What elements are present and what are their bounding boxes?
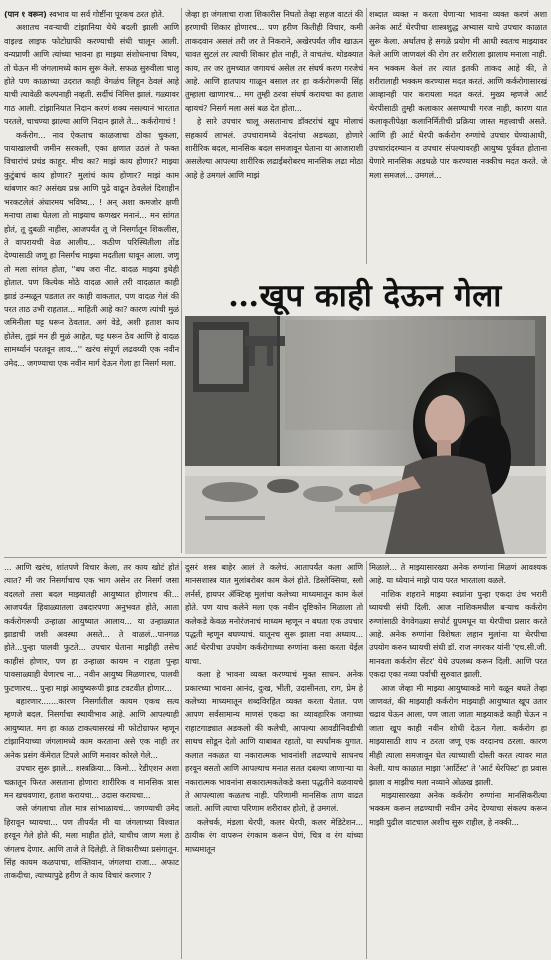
- article-headline: …खूप काही देऊन गेला: [228, 278, 502, 314]
- paragraph: कला हे भावना व्यक्त करण्याचं मुक्त साधन. अनेक प्रकारच्या भावना आनंद, दुःख, भीती, उदासीनता, राग, प्रेम हे कलेच्या माध्यमातून शब्दविरहित व्यक्त करता येतात. पण आपण सर्वसामान्य माणसं एकदा का व्यावहारिक जगाच्या राहाटगाड्यात अडकलो की कलेची, आपल्या आवडीनिवडीची साथच सोडून देतो आणि याबाबत रहातो, या स्पर्धांमक युगात. कलात नकळत या नकारात्मक भावनांशी लढण्याचे साधनच हरवून बसतो आणि आपल्याच मनात सतत दबल्या जाणाऱ्या या नकारात्मक भावनांना सकारात्मकतेकडे कसा पद्धतीने वळवायचे ते आपल्याला कळतच नाही. परिणामी मानसिक ताण वाढत जातो. आणि त्याचा परिणाम शरीरावर होतो, हे उमगलं.: [185, 669, 363, 814]
- paragraph: अशातच नवऱ्याची टांझानिया येथे बदली झाली आणि वाइल्ड लाइफ फोटोग्राफी करण्याची संधी चालून आली. वन्यप्राणी आणि त्यांच्या भावना हा माझ्या संशोधनाचा विषय, तो घेऊन मी जंगलामध्ये काम सुरू केले. सफळ सुरुवीला चालू होते पण काळाच्या उदरात काही वेगळंच लिहून ठेवलं आहे याची त्यावेळी कल्पनाही नव्हती. सर्दीचं निमित्त झालं. गळ्यावर गाठ आली. टांझानियात निदान करणं शक्य नसल्यानं भारतात परतले, चाचण्या झाल्या आणि निदान झाले ते... कर्करोगाचं !: [4, 22, 179, 127]
- column-3-top: [369, 8, 547, 264]
- paragraph: बहारणार.......कारण निसर्गातील कायम एकच सत्य म्हणजे बदल. निसर्गाचा स्थायीभाव आहे. आणि आपल्याही आयुष्यात. मग हा काळ टाकत्यासरखं मी फोटोग्राफर म्हणून टांझानियाच्या जंगलामध्ये काम करताना असे एक नाही तर अनेक प्रसंग कॅमेरात टिपले आणि मनावर कोरले गेले...: [4, 696, 179, 760]
- paragraph: दुसरं शस्त्र बाहेर आलं ते कलेचं. आतापर्यंत कला आणि मानसशास्त्र यात मुलांबरोबर काम केलं होते. डिस्लेक्सिया, स्लो लर्नर्स, हायपर ॲक्टिव्ह मुलांचा कलेच्या माध्यमातून काम केलं होते. पण याच कलेने मला एक नवीन दृष्टिकोन मिळाला तो कलेकडे केवळ मनोरंजनाचं माध्यम म्हणून न बघता एक उपचार पद्धती म्हणून बघण्याचं. यातूनच सुरू झाला नवा अध्याय... आर्ट थेरपीचा उपयोग कर्करोगाच्या रुग्णांना कसा करता येईल याचा.: [185, 562, 363, 666]
- paragraph: जसे जंगलाचा तोल मात्र सांभाळायचं... जगण्याची उमेद हिरावून घ्यायचा... पण तीपर्यंत मी या जंगलाच्या विश्वात हरवून गेले होते की, मला माहीत होते, याचीच जाण मला हे जंगलच देणार. आणि ताजे ते दिलेही. ते शिकारीच्या प्रसंगातून. सिंह कायम कळपाचा, शक्तिवान, जंगलचा राजा... अफाट ताकदीचा, त्याच्यापुढे हरीण ते काय विचारं करणार ?: [4, 803, 179, 881]
- paragraph: कलेचर्क, मंडला थेरपी, कलर थेरपी, कलर मेडिटेशन... ठायीक रंग वापरून रंगकाम करून घेणं, चित्र व रंग यांच्या माध्यमातून: [185, 816, 363, 854]
- column-1-top: [4, 8, 179, 552]
- paragraph: कर्करोग... नाव ऐकताच काळजाचा ठोका चुकला, पायाखालची जमीन सरकली, एका क्षणात उठलं ते फक्त विचारांचं प्रचंड काहूर. मीच का? माझं काय होणार? माझ्या कुटुंबाचं काय होणार? मुलांचं काय होणार? माझं काम थांबणार का? असंख्य प्रश्न आणि पुढे वाढून ठेवलेलं दिशाहीन भरकटलेलं अंधारमय भविष्य... ! अन् अशा कमजोर क्षणी मनाचा ताबा घेतला तो माझ्याच कणखर मनानं... मन सांगत होतं, तू दुबळी नाहीस, आजपर्यंत तू जे निसर्गातून शिकलीस, ते वापरायची वेळ आलीय... कठीण परिस्थितीला तोंड देण्यासाठी जणू हा निसर्गच माझ्या मदतीला धावून आला. जणू तो मला सांगत होता, ''बघ जरा नीट. वादळ माझ्या इथेही होतात. पण कित्येक मोठे वादळ आले तरी वादळात काही झाडं उन्मळून पडतात तर काही वाकतात, पण वादळ गेलं की परत ताठ उभी राहतात... माहिती आहे का? कारण त्यांची मुळं जमिनीला घट्ट धरून ठेवतात. अगं वेडे, अशी हताश काय होतेस, तुझं मन ही मुळं आहेत, घट्ट धरून ठेव आणि हे वादळ सामर्थ्यानं परतवून लाव...'' खरंच संपूर्ण लढवय्यी एक नवीन उमेद... जगण्याचा एक नवीन मार्ग देऊन गेला हा निसर्ग मला.: [4, 129, 179, 368]
- paragraph: मिळाले... ते माझ्यासारख्या अनेक रुग्णांना मिळणं आवश्यक आहे. या ध्येयानं माझे पाय परत भारताला वळले.: [369, 562, 547, 586]
- column-2-bottom: [185, 561, 363, 959]
- paragraph: उपचार सुरू झाले... शस्त्रक्रिया... किमो... रेडीएशन अशा चक्रातून फिरत असताना होणारा शारीरिक व मानसिक त्रास मन खचवणारा, हताश करायचा... उदास करायचा...: [4, 763, 179, 800]
- column-divider: [181, 8, 182, 553]
- paragraph: जेव्हा हा जंगलाचा राजा शिकारीस निघतो तेव्हा सहज वाटतं की हरणाची शिकार होणारच... पण हरीण कितीही विचार, कमी ताकदवान असलं तरी जर ते निकराने, अखेरपर्यंत जीव खाऊन धावत सुटलं तर त्याची शिकार होत नाही, ते वाचतंच. थोडक्यात काय, तर जर तुमच्यात जगायचं असेल तर संघर्ष करण गरजेचं आहे. आणि हातपाय गाळून बसाल तर हा कर्करोगरूपी सिंह तुम्हाला खाणारच... मग तुम्ही ठरवा संघर्ष करायचा का हताश व्हायचं? निसर्ग मला असं बळ देत होता...: [185, 9, 363, 113]
- column-2-top: [185, 8, 363, 264]
- section-divider: [4, 557, 547, 558]
- paragraph: हे सारे उपचार चालू असतानाच डॉक्टरांचं खूप मोलाचं सहकार्य लाभलं. उपचारामध्ये वेदनांचा अडथळा, होणारे शारीरिक बदल, मानसिक बदल समजावून घेताना या आजाराशी असलेल्या आपल्या शारीरिक लढाईबरोबरच मानसिक लढा मोठा आहे हे उमगलं आणि माझं: [185, 116, 363, 180]
- paragraph: ... आणि खरंच, शांतपणे विचार केला, तर काय खोटं होतं त्यात? मी जर निसर्गाचाच एक भाग असेन तर निसर्ग जसा वदलतो तसा बदल माझ्यातही आयुष्यात होणारच की... आजपर्यंत हिवाळ्यातला उबदारपणा अनुभवत होते, आता कर्करोगरूपी उन्हाळा आयुष्यात आलाय... या उन्हाळ्यात झाडाची जशी अवस्था असते... ते वाळलं...पानगळ होते...पुन्हा पालवी फुटते... उपचार घेताना माझीही तसेच काहीसं होणार, पण हा उन्हाळा कायम न राहता पुन्हा पावसाळ्याही येणारच ना... नवीन आयुष्य मिळणारच, पालवी फुटणारच... पुन्हा माझं आयुष्यरूपी झाड टवटवीत होणार...: [4, 562, 179, 693]
- byline-tag: (पान १ वरून): [4, 9, 47, 19]
- column-1-bottom: [4, 561, 179, 959]
- paragraph: शब्दात व्यक्त न करता येणाऱ्या भावना व्यक्त करणं अशा अनेक आर्ट थेरपीचा शास्त्रशुद्ध अभ्यास याचे उपचार काळात सुरू केला. अर्थातच हे सगळे प्रयोग मी आधी स्वतःच माझ्यावर केले आणि जाणवलं की रोग तर शरीराला झालाय मनाला नाही. मन भक्कम केलं तर त्यात इतकी ताकद आहे की, ते शरीरालाही भक्कम करण्यास मदत करतं. आणि कर्करोगासारखं आव्हानही पार करायला मदत करतं. मुख्य म्हणजे आर्ट थेरपीसाठी तुम्ही कलाकार असण्याची गरज नाही, कारण यात कलाकृतीपेक्षा कलानिर्मितीची प्रक्रिया जास्त महत्त्वाची असते. आणि ही आर्ट थेरपी कर्करोग रुग्णांचे उपचार घेण्याआधी, उपचारांदरम्यान व उपचार संपल्यावरही आयुष्य पूर्ववत होताना येणारे मानसिक अडथळे पार करण्यास नक्कीच मदत करते. जे मला समजलं... उमगलं...: [369, 9, 547, 180]
- column-divider: [366, 561, 367, 959]
- paragraph: स्वभाव या सर्व गोष्टींना पूरकच ठरत होते.: [49, 9, 165, 19]
- artist-photo: [185, 316, 546, 554]
- paragraph: नाशिक शहराने माझ्या स्वप्नांना पुन्हा एकदा उंच भरारी घ्यायची संधी दिली. आज नाशिकमधील बऱ्याच कर्करोग रुग्णांसाठी वेगवेगळ्या सपोर्ट ग्रुपमधून या थेरपीचा प्रसार करते आहे. अनेक रुग्णांना विशेषतः लहान मुलांना या थेरपीचा उपयोग करुन घ्यायची संधी डॉ. राज नगरकर यांनी 'एच.सी.जी. मानवता कर्करोग सेंटर' येथे उपलब्ध करून दिली. आणि परत एकदा एका नव्या पर्वाची सुरुवात झाली.: [369, 588, 547, 680]
- paragraph: आज जेव्हा मी माझ्या आयुष्याकडे मागे वळून बघते तेव्हा जाणवतं, की माझ्याही कर्करोग माझ्याही आयुष्यात खूप उतार चढाव घेऊन आला, पण जाता जाता माझ्याकडे काही घेऊन न जाता खूप काही नवीन शोधी देऊन गेला. कर्करोग हा माझ्यासाठी शाप न ठरता जणू एक वरदानच ठरला. कारण मीही त्याला समजावून घेत त्याच्याशी दोस्ती करत त्यावर मात केली. याच काळात माझा 'आर्टिस्ट' ते 'आर्ट थेरपिस्ट' हा प्रवास झाला व माझीच मला नव्याने ओळख झाली.: [369, 682, 547, 787]
- column-divider: [181, 561, 182, 959]
- paragraph: माझ्यासारख्या अनेक कर्करोग रुग्णांना मानसिकरीत्या भक्कम करून लढण्याची नवीन उमेद देण्याचा संकल्प करून माझी पुढील वाटचाल अशीच सुरू राहील, हे नक्की...: [369, 789, 547, 827]
- column-3-bottom: [369, 561, 547, 959]
- column-divider: [366, 8, 367, 264]
